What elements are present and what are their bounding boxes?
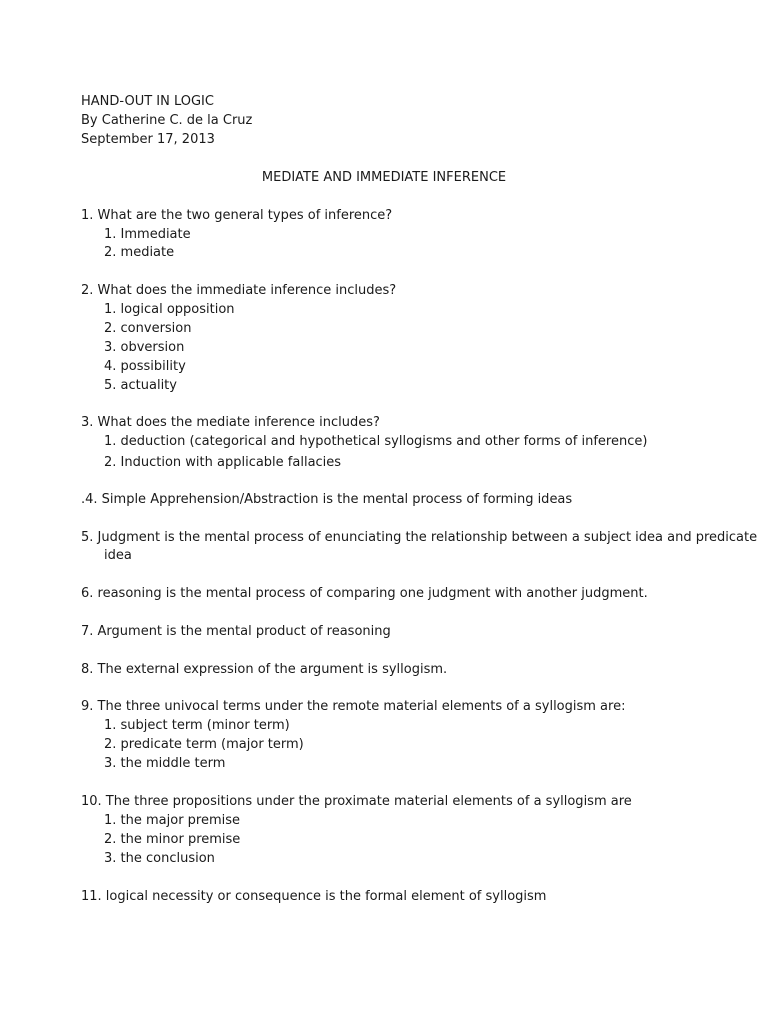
question-6: 6. reasoning is the mental process of comparing one judgment with another judgment.	[81, 586, 648, 601]
question-2-answer: 5. actuality	[104, 378, 177, 393]
question-2-answer: 3. obversion	[104, 340, 185, 355]
section-heading: MEDIATE AND IMMEDIATE INFERENCE	[261, 170, 507, 185]
question-2: 2. What does the immediate inference includes?	[81, 283, 397, 298]
question-10-answer: 2. the minor premise	[104, 832, 241, 847]
question-4: .4. Simple Apprehension/Abstraction is the mental process of forming ideas	[81, 492, 573, 507]
question-2-answer: 4. possibility	[104, 359, 186, 374]
question-10-answer: 1. the major premise	[104, 813, 241, 828]
document-title: HAND-OUT IN LOGIC	[81, 94, 214, 109]
document-author: By Catherine C. de la Cruz	[81, 113, 253, 128]
question-3-answer: 1. deduction (categorical and hypothetical syllogisms and other forms of inference)	[104, 434, 648, 449]
question-9-answer: 2. predicate term (major term)	[104, 737, 304, 752]
question-10-answer: 3. the conclusion	[104, 851, 215, 866]
question-1-answer: 2. mediate	[104, 245, 175, 260]
question-2-answer: 2. conversion	[104, 321, 192, 336]
question-1-answer: 1. Immediate	[104, 227, 191, 242]
question-5: 5. Judgment is the mental process of enunciating the relationship between a subject idea and predicate	[81, 530, 758, 545]
question-9-answer: 1. subject term (minor term)	[104, 718, 290, 733]
question-8: 8. The external expression of the argument is syllogism.	[81, 662, 448, 677]
question-5-continuation: idea	[104, 548, 132, 563]
question-11: 11. logical necessity or consequence is the formal element of syllogism	[81, 889, 547, 904]
question-7: 7. Argument is the mental product of reasoning	[81, 624, 391, 639]
question-9: 9. The three univocal terms under the remote material elements of a syllogism are:	[81, 699, 626, 714]
question-1: 1. What are the two general types of inference?	[81, 208, 393, 223]
question-3: 3. What does the mediate inference includes?	[81, 415, 380, 430]
question-10: 10. The three propositions under the proximate material elements of a syllogism are	[81, 794, 632, 809]
question-2-answer: 1. logical opposition	[104, 302, 235, 317]
question-3-answer: 2. Induction with applicable fallacies	[104, 455, 342, 470]
document-date: September 17, 2013	[81, 132, 215, 147]
question-9-answer: 3. the middle term	[104, 756, 226, 771]
